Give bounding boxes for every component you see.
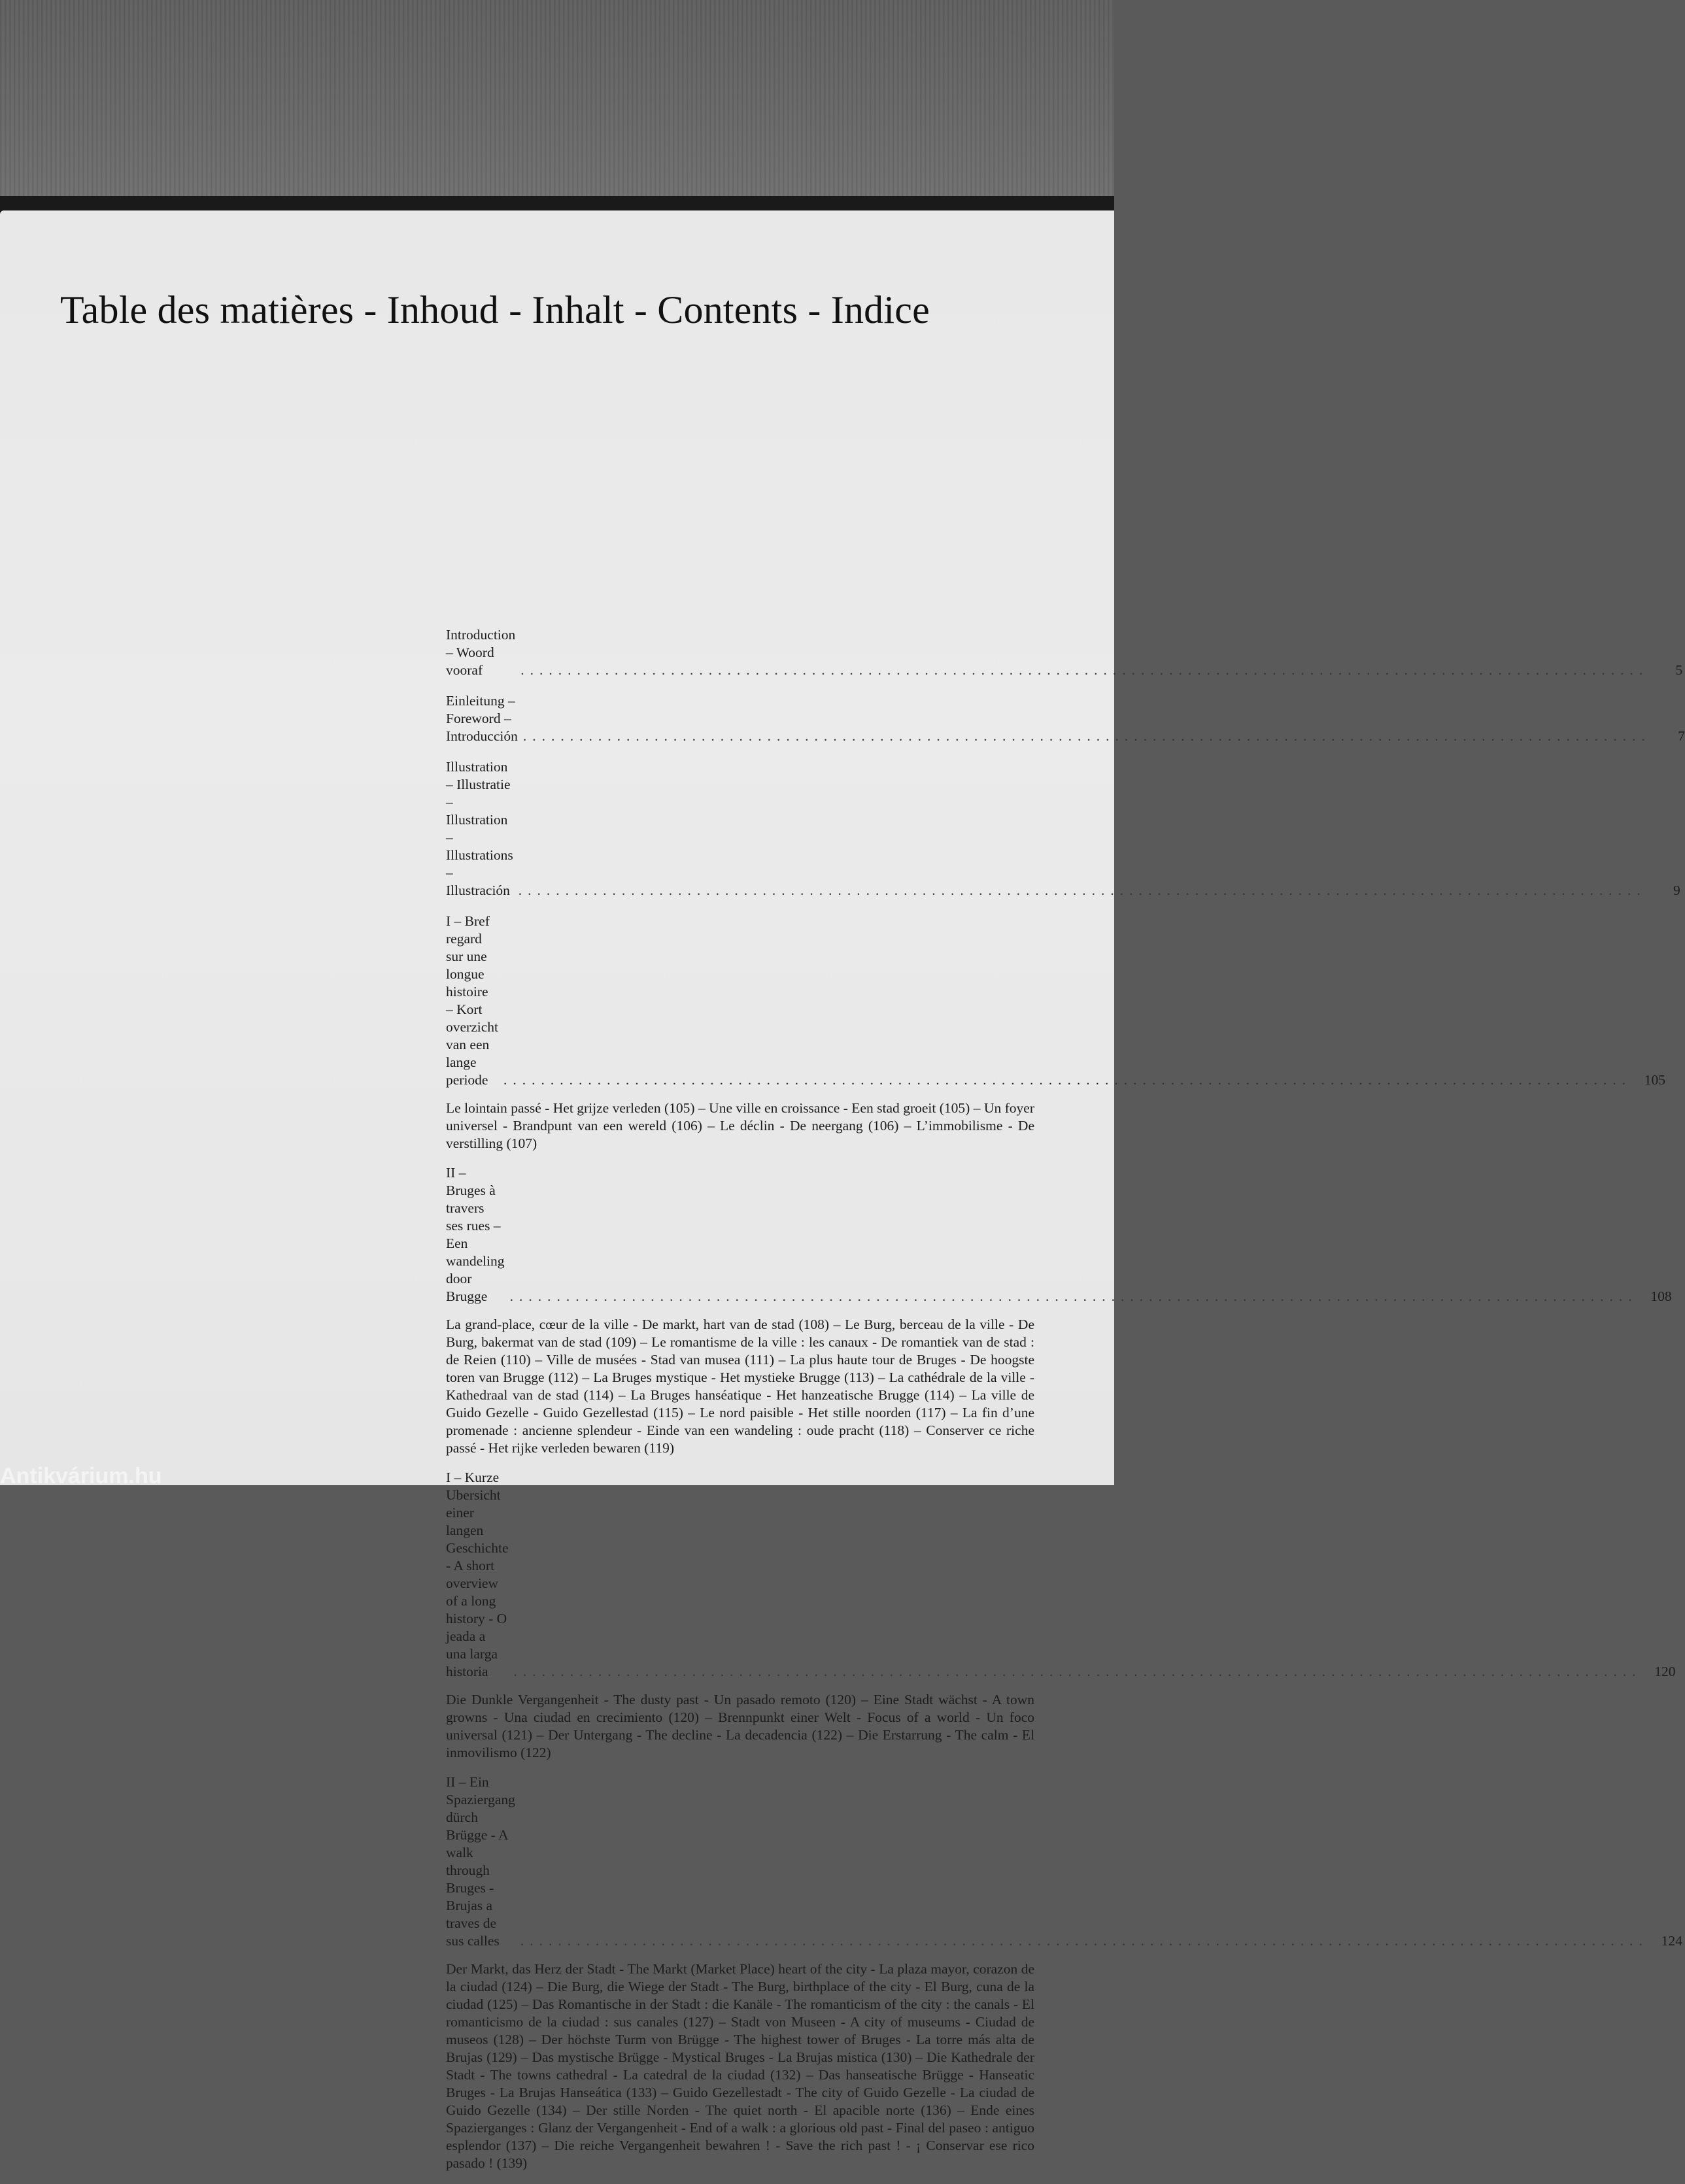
dot-leader: ........................................................................................................................ [518,882,1646,898]
toc-entry-title: Einleitung – Foreword – Introducción [446,693,518,744]
dot-leader: ........................................................................................................................ [520,1933,1648,1949]
toc-page-number: 7 [1678,728,1685,744]
toc-entry-illustration [446,758,1680,899]
toc-entry-chapter-2-fr-nl [446,1164,1672,1305]
toc-entry-description: Der Markt, das Herz der Stadt - The Markt (Market Place) heart of the city - La plaza mayor, corazon de la ciudad (124) – Die Burg, die Wiege der Stadt - The Burg, birthplace of the city - El Burg, cuna de la ciudad (125) – Das Romantische in der Stadt : die Kanäle - The romanticism of the city : the canals - El romanticismo de la ciudad : sus canales (127) – Stadt von Museen - A city of museums - Ciudad de museos (128) – Der höchste Turm von Brügge - The highest tower of Bruges - La torre más alta de Brujas (129) – Das mystische Brügge - Mystical Bruges - La Brujas mistica (130) – Die Kathedrale der Stadt - The towns cathedral - La catedral de la ciudad (132) – Das hanseatische Brügge - Hanseatic Bruges - La Brujas Hanseática (133) – Guido Gezellestadt - The city of Guido Gezelle - La ciudad de Guido Gezelle (134) – Der stille Norden - The quiet north - El apacible norte (136) – Ende eines Spazierganges : Glanz der Vergangenheit - End of a walk : a glorious old past - Final del paseo : antiguo esplendor (137) – Die reiche Vergangenheit bewahren ! - Save the rich past ! - ¡ Conservar ese rico pasado ! (139) [446,1961,1034,2171]
toc-entry-einleitung [446,692,1685,745]
background-surface [0,0,1114,222]
dot-leader: ........................................................................................................................ [503,1072,1631,1088]
page-title: Table des matières - Inhoud - Inhalt - Contents - Indice [60,288,930,331]
watermark: Antikvárium.hu [0,1464,162,1488]
toc-entry-title: Illustration – Illustratie – Illustration – Illustrations – Illustración [446,759,513,898]
toc-entry-title: I – Kurze Ubersicht einer langen Geschichte - A short overview of a long history - O jeada a una larga historia [446,1470,509,1679]
book-page [0,210,1685,2171]
toc-entry-description: Le lointain passé - Het grijze verleden (105) – Une ville en croissance - Een stad groeit (105) – Un foyer universel - Brandpunt van een wereld (106) – Le déclin - De neergang (106) – L’immobilisme - De verstilling (107) [446,1100,1034,1151]
toc-entry-description: La grand-place, cœur de la ville - De markt, hart van de stad (108) – Le Burg, berceau de la ville - De Burg, bakermat van de stad (109) – Le romantisme de la ville : les canaux - De romantiek van de stad : de Reien (110) – Ville de musées - Stad van musea (111) – La plus haute tour de Bruges - De hoogste toren van Brugge (112) – La Bruges mystique - Het mystieke Brugge (113) – La cathédrale de la ville - Kathedraal van de stad (114) – La Bruges hanséatique - Het hanzeatische Brugge (114) – La ville de Guido Gezelle - Guido Gezellestad (115) – Le nord paisible - Het stille noorden (117) – La fin d’une promenade : ancienne splendeur - Einde van een wandeling : oude pracht (118) – Conserver ce riche passé - Het rijke verleden bewaren (119) [446,1317,1034,1456]
toc-page-number: 105 [1644,1072,1665,1088]
toc-entry-title: I – Bref regard sur une longue histoire – Kort overzicht van een lange periode [446,913,498,1088]
toc-page-number: 120 [1654,1664,1676,1679]
table-of-contents [446,626,1685,2184]
toc-entry-title: II – Ein Spaziergang dürch Brügge - A walk through Bruges - Brujas a traves de sus calles [446,1774,515,1949]
toc-entry-chapter-1-fr-nl [446,913,1665,1089]
toc-page-number: 9 [1673,882,1680,898]
dot-leader: ........................................................................................................................ [509,1288,1638,1304]
dot-leader: ........................................................................................................................ [522,728,1651,744]
toc-entry-chapter-2-de-en-es [446,1773,1682,1950]
dot-leader: ........................................................................................................................ [520,662,1649,678]
toc-entry-title: II – Bruges à travers ses rues – Een wandeling door Brugge [446,1165,505,1304]
toc-entry-description: Die Dunkle Vergangenheit - The dusty past - Un pasado remoto (120) – Eine Stadt wächst - A town growns - Una ciudad en crecimiento (120) – Brennpunkt einer Welt - Focus of a world - Un foco universal (121) – Der Untergang - The decline - La decadencia (122) – Die Erstarrung - The calm - El inmovilismo (122) [446,1692,1034,1760]
toc-page-number: 5 [1675,662,1683,678]
toc-entry-title: Introduction – Woord vooraf [446,627,516,678]
toc-page-number: 108 [1650,1288,1672,1304]
toc-entry-introduction [446,626,1683,679]
toc-page-number: 124 [1661,1933,1682,1949]
toc-entry-chapter-1-de-en-es [446,1469,1676,1681]
dot-leader: ........................................................................................................................ [513,1664,1642,1679]
